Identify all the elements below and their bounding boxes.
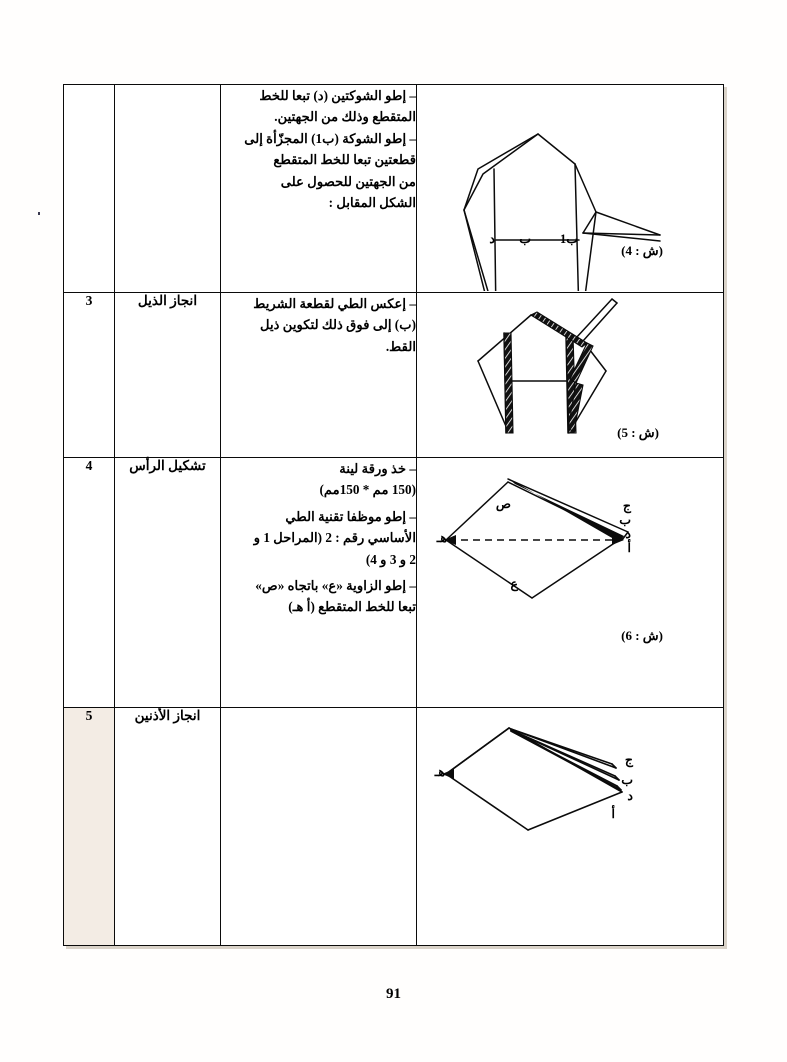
instructions-cell-3	[221, 458, 417, 708]
figure-4-svg	[416, 85, 723, 291]
row-number-cell-3: 4	[64, 458, 115, 708]
instruction-line: – إطو موظفا تقنية الطي	[285, 508, 416, 524]
instruction-line: – إعكس الطي لقطعة الشريط	[253, 296, 416, 311]
figure-6-drawing	[417, 458, 723, 707]
instruction-line: (ب) إلى فوق ذلك لتكوين ذيل	[259, 317, 416, 333]
stage-cell-3: تشكيل الرأس	[115, 458, 221, 708]
instructions-cell-1	[221, 85, 417, 293]
figure-caption-4: (ش : 4)	[621, 243, 663, 258]
instruction-line: تبعا للخط المتقطع (أ هـ)	[288, 599, 416, 615]
stage-cell-1	[115, 85, 221, 293]
table-row	[64, 293, 724, 458]
instruction-line: قطعتين تبعا للخط المتقطع	[273, 152, 416, 168]
instruction-line: (150 مم * 150مم)	[319, 482, 416, 498]
instruction-line: 2 و 3 و 4)	[365, 551, 416, 567]
figure-7-svg	[416, 708, 723, 944]
figure-label-dal: د	[627, 789, 633, 803]
row-number-cell-4: 5	[64, 708, 115, 946]
instruction-line: الأساسي رقم : 2 (المراحل 1 و	[253, 530, 416, 546]
figure-cell-2	[417, 293, 724, 458]
instruction-group	[221, 458, 416, 501]
figure-5-svg	[416, 293, 723, 456]
row-number-cell-1	[64, 85, 115, 293]
table-row	[64, 458, 724, 708]
page-number: 91	[386, 986, 401, 1002]
instruction-line: – إطو الزاوية «ع» باتجاه «ص»	[255, 577, 416, 593]
instruction-line: – إطو الشوكة (ب1) المجزّأة إلى	[244, 130, 416, 146]
figure-cell-4	[417, 708, 724, 946]
figure-label-dal: د	[625, 527, 631, 541]
stage-cell-2: انجاز الذيل	[115, 293, 221, 458]
figure-cell-1	[417, 85, 724, 293]
figure-4-drawing	[417, 85, 723, 292]
figure-label-ba: ب	[619, 513, 631, 527]
figure-label-alef: أ	[611, 807, 615, 821]
instruction-group	[221, 575, 416, 618]
instructions-table	[63, 84, 724, 946]
instructions-cell-4	[221, 708, 417, 946]
row-number-cell-2: 3	[64, 293, 115, 458]
figure-label-haa: هـ	[436, 531, 447, 545]
instruction-line: من الجهتين للحصول على	[280, 173, 416, 189]
figure-label-alef: أ	[627, 541, 631, 555]
figure-label-ba1: ب1	[559, 232, 578, 246]
figure-label-jeem: ج	[624, 753, 633, 767]
figure-label-ba: ب	[519, 232, 531, 246]
instruction-group	[221, 506, 416, 570]
figure-label-jeem: ج	[622, 499, 631, 513]
figure-label-dal: د	[489, 232, 495, 246]
figure-caption-6: (ش : 6)	[621, 628, 663, 643]
figure-label-sad: ص	[495, 497, 511, 511]
figure-label-haa: هـ	[434, 765, 445, 779]
stage-cell-4: انجاز الأذنين	[115, 708, 221, 946]
figure-6-svg	[416, 458, 723, 706]
scan-speck	[38, 212, 40, 215]
figure-label-ba: ب	[621, 773, 633, 787]
instructions-cell-2	[221, 293, 417, 458]
instruction-line: – إطو الشوكتين (د) تبعا للخط	[259, 88, 416, 103]
figure-caption-5: (ش : 5)	[617, 425, 659, 440]
instruction-line: القط.	[385, 338, 416, 354]
figure-label-ain: ع	[510, 577, 518, 591]
figure-5-drawing	[417, 293, 723, 457]
table-row	[64, 85, 724, 293]
figure-7-drawing	[417, 708, 723, 945]
figure-cell-3	[417, 458, 724, 708]
instruction-line: المتقطع وذلك من الجهتين.	[274, 109, 416, 125]
instruction-line: الشكل المقابل :	[328, 194, 416, 210]
instruction-line: – خذ ورقة لينة	[339, 461, 416, 476]
table-row	[64, 708, 724, 946]
